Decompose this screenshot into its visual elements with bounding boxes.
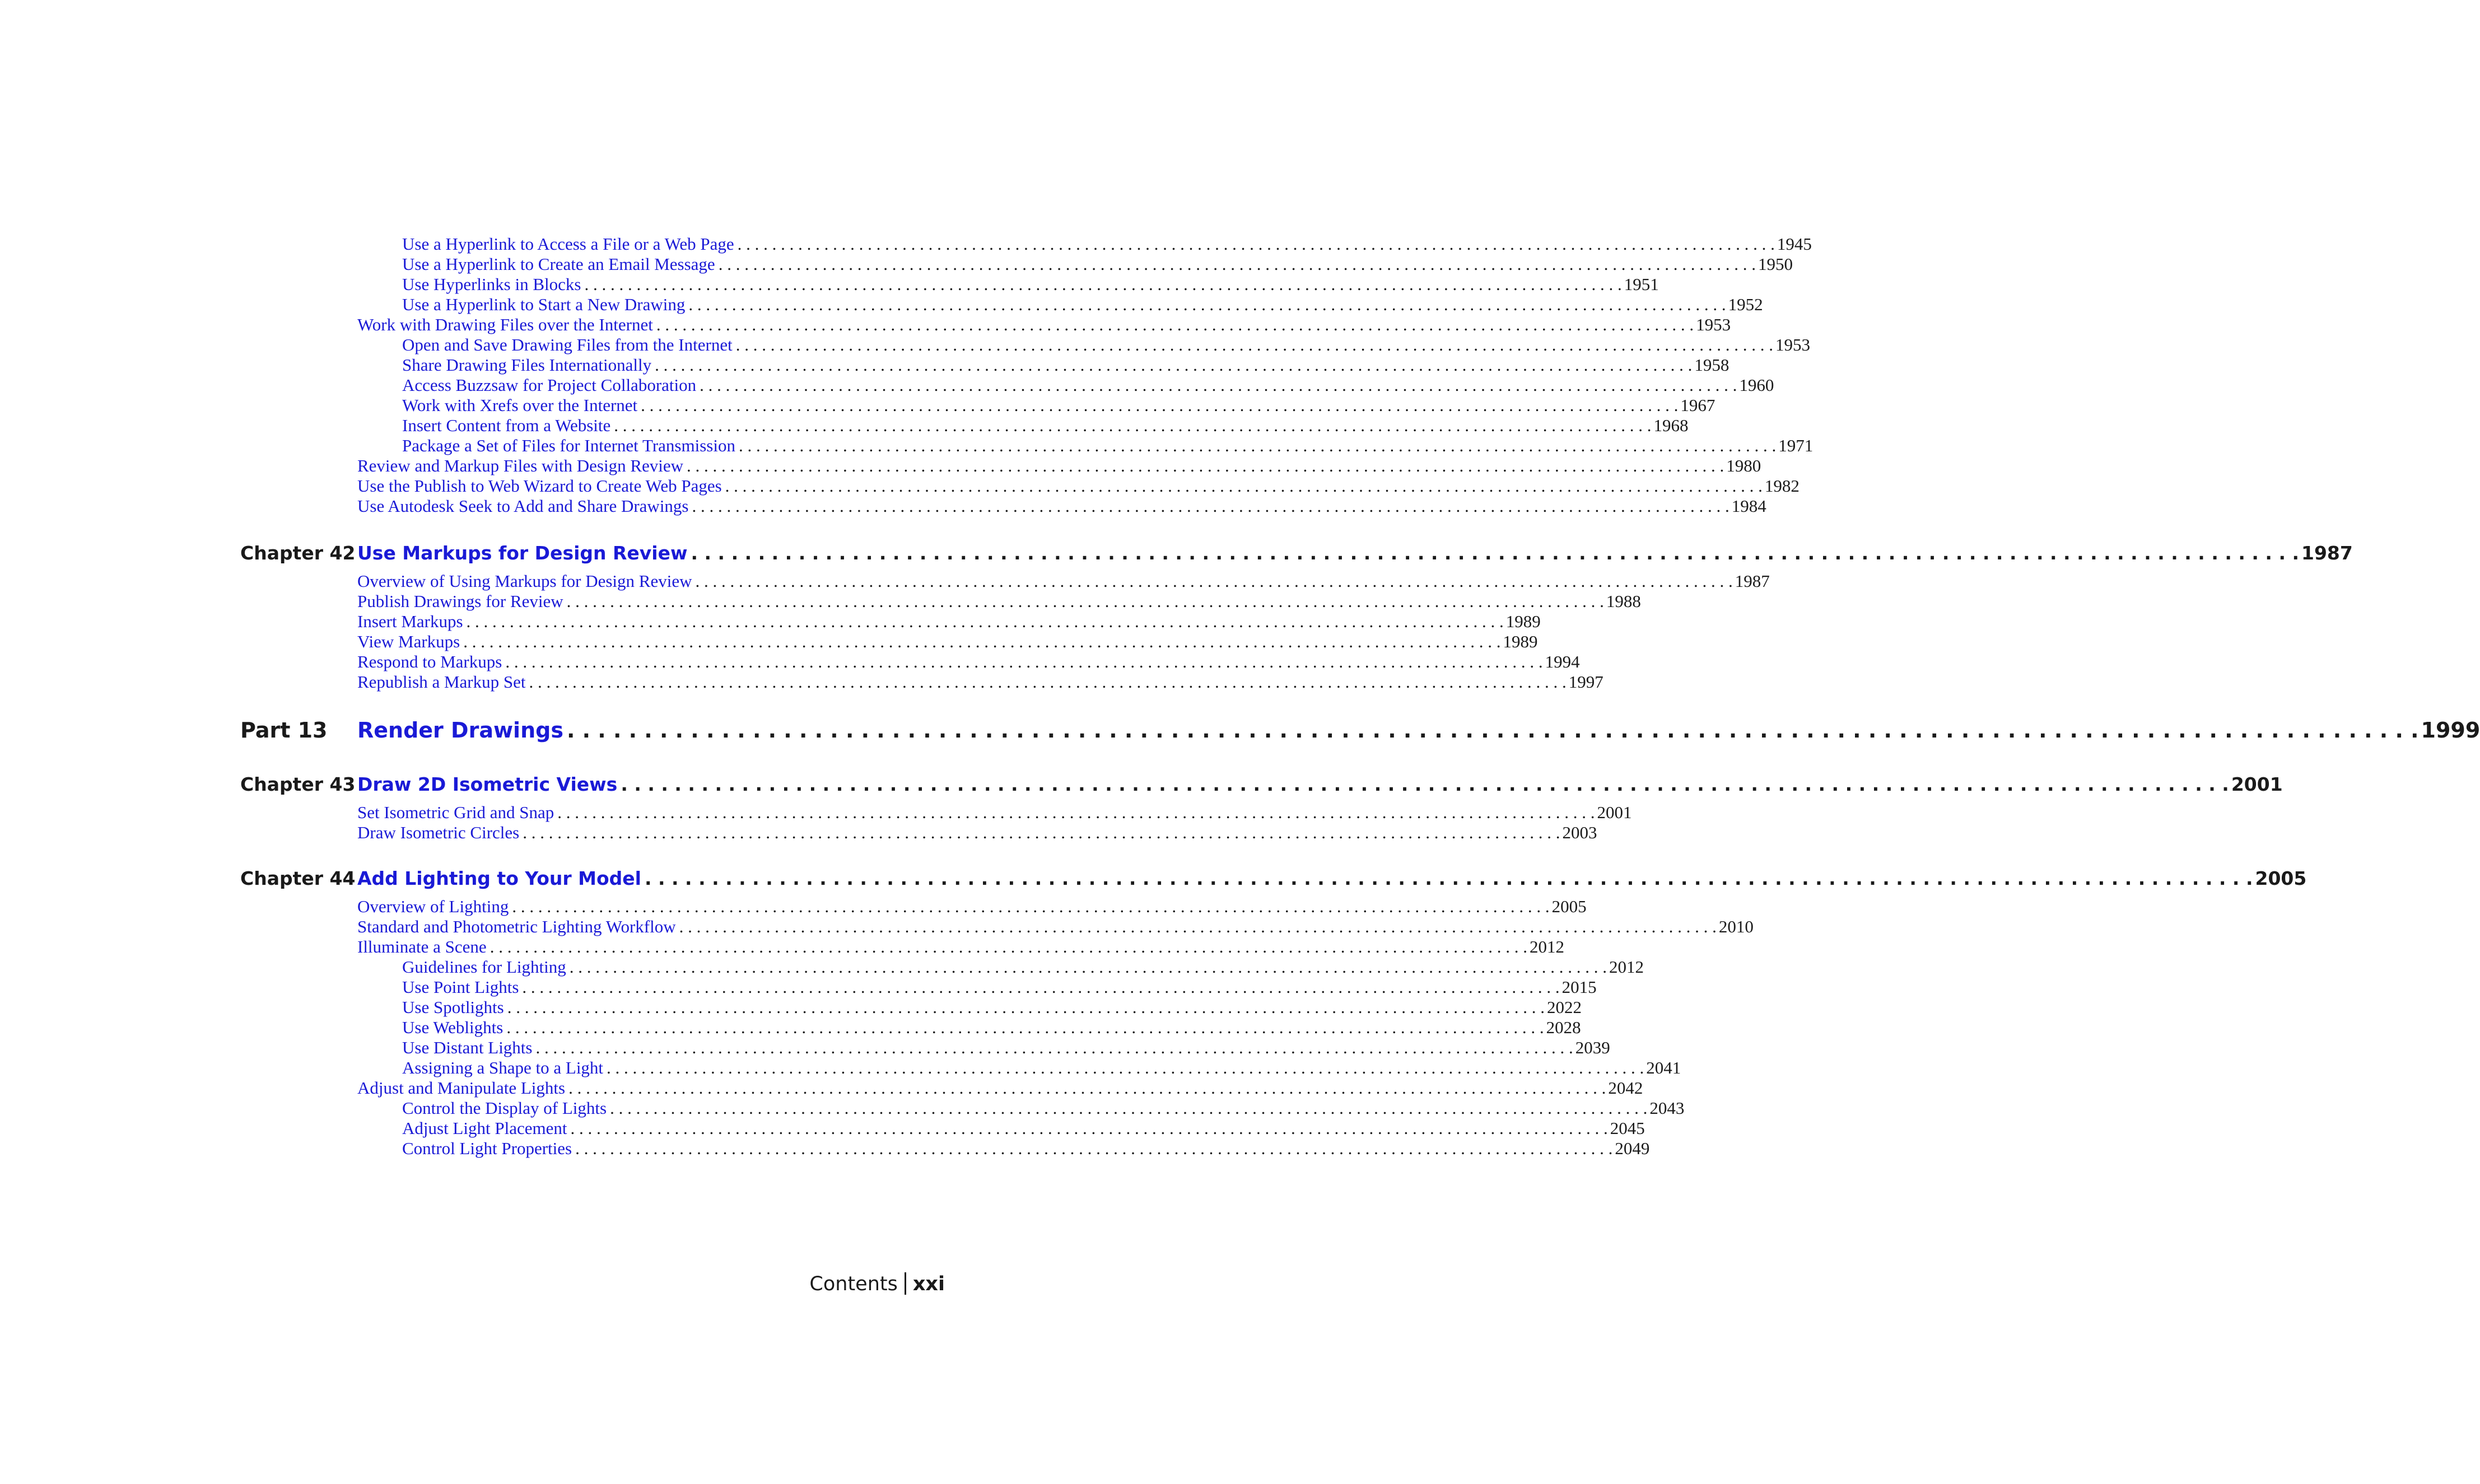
dot-leader: . . . . . . . . . . . . . . . . . . . . . . . . . . . . . . . . . . . . . . . . . . . . . . . . . . . . . . . . . . . . . . . . . . . . . . . . . . . . . . . . . . . . . . . . . . . . . . . . . . . . . . . . . . . . . . . . . . . . . . . .: [570, 1118, 1608, 1138]
toc-entry-page: 1989: [1503, 632, 1538, 651]
toc-entry-page: 2045: [1610, 1118, 1645, 1138]
toc-entry[interactable]: [357, 672, 1603, 692]
toc-entry-title[interactable]: Insert Markups: [357, 612, 463, 631]
dot-leader: . . . . . . . . . . . . . . . . . . . . . . . . . . . . . . . . . . . . . . . . . . . . . . . . . . . . . . . . . . . . . . . . . . . . . . . . . . . . . . . . . . . . . . . . . . . . . . . . . . . . . . . . . . . . . . . . . . . . . . . .: [607, 1058, 1644, 1077]
toc-entry-title[interactable]: Use Spotlights: [402, 997, 504, 1017]
toc-entry-page: 1980: [1726, 456, 1761, 475]
toc-entry-title[interactable]: Use Distant Lights: [402, 1038, 533, 1057]
toc-entry-title[interactable]: Use Weblights: [402, 1018, 504, 1037]
toc-entry[interactable]: [357, 632, 1538, 652]
toc-entry[interactable]: [402, 335, 1810, 355]
toc-entry-page: 2028: [1546, 1018, 1581, 1037]
chapter-title[interactable]: Draw 2D Isometric Views: [357, 773, 618, 795]
chapter-page: 2005: [2255, 867, 2307, 889]
dot-leader: . . . . . . . . . . . . . . . . . . . . . . . . . . . . . . . . . . . . . . . . . . . . . . . . . . . . . . . . . . . . . . . . . . . . . . . . . . . . . . . . . . . . . . . . . . . . . . . . . . . . . . . . . . . . . . . . . . . . . . . .: [523, 823, 1560, 842]
dot-leader: . . . . . . . . . . . . . . . . . . . . . . . . . . . . . . . . . . . . . . . . . . . . . . . . . . . . . . . . . . . . . . . . . . . . . . . . . . . . . . . . . . . . . . . . . . . . . . . . . . . . . . . . . . . . . . . . . . . . . . . .: [718, 254, 1756, 274]
toc-entry-title[interactable]: Use the Publish to Web Wizard to Create Web Pages: [357, 476, 722, 496]
dot-leader: . . . . . . . . . . . . . . . . . . . . . . . . . . . . . . . . . . . . . . . . . . . . . . . . . . . . . . . . . . . . . . . . . . . . . . . . . . . . . . . . . . . . . . . . . . . . . . . . . . . . . . . . . . . . . . . . . . . . . . . .: [687, 456, 1724, 475]
toc-entry[interactable]: [357, 476, 1800, 496]
dot-leader: . . . . . . . . . . . . . . . . . . . . . . . . . . . . . . . . . . . . . . . . . . . . . . . . . . . . . . . . . . . . . . . . . . . . . . . . . . . . . . . . . . . . . . . . . . . . . . . . . . . . . . . . . . . . . . . . . . . . . . . .: [725, 476, 1763, 496]
toc-entry-page: 1987: [1735, 571, 1770, 591]
toc-entry[interactable]: [357, 1078, 1643, 1098]
dot-leader: . . . . . . . . . . . . . . . . . . . . . . . . . . . . . . . . . . . . . . . . . . . . . . . . . . . . . . . . . . . . . . . . . . . . . . . . . . . . . . . . . . . . . . . . . . . . . . . . . . . . . . . . . . . . . . . . . . . . . . . .: [738, 436, 1777, 455]
footer-separator: [905, 1272, 906, 1295]
toc-entry-title[interactable]: View Markups: [357, 632, 460, 651]
toc-entry-title[interactable]: Set Isometric Grid and Snap: [357, 802, 554, 822]
toc-entry[interactable]: [357, 917, 1754, 937]
chapter-heading[interactable]: [357, 867, 2307, 889]
footer-page-number: xxi: [912, 1273, 945, 1295]
dot-leader: . . . . . . . . . . . . . . . . . . . . . . . . . . . . . . . . . . . . . . . . . . . . . . . . . . . . . . . . . . . . . . . . . . . . . . . . . . . . . . . . . . . . . . . . . . . . . . . . . . . . . . . . . . . . . . . . . . . . . . . .: [692, 496, 1730, 516]
toc-entry[interactable]: [357, 802, 1632, 823]
chapter-page: 1987: [2301, 542, 2353, 564]
toc-entry-title[interactable]: Guidelines for Lighting: [402, 957, 566, 977]
dot-leader: . . . . . . . . . . . . . . . . . . . . . . . . . . . . . . . . . . . . . . . . . . . . . . . . . . . . . . . . . . . . . . . . . . . . . . . . . . . . . . . . . . . . . . . . . . . . . . . . . . . . . . . . . . . . . . . . . . . . . . . .: [679, 917, 1717, 936]
dot-leader: . . . . . . . . . . . . . . . . . . . . . . . . . . . . . . . . . . . . . . . . . . . . . . . . . . . . . . . . . . . . . . . . . . . . . . . . . . . . . . . . . . . . . . . . . . . . . . . . . . . . . . . . . . . . . . . . . . . . . . . .: [569, 957, 1607, 977]
dot-leader: . . . . . . . . . . . . . . . . . . . . . . . . . . . . . . . . . . . . . . . . . . . . . . . . . . . . . . . . . . . . . . . . . . . . . . . . . . . . . . . . . . . . . . . . . . . . . . . . . . . . . . . . . . . . . . . . . . . . . . . .: [557, 802, 1595, 822]
toc-entry-page: 1960: [1739, 375, 1774, 395]
toc-entry[interactable]: [402, 1118, 1645, 1138]
toc-entry[interactable]: [402, 234, 1812, 254]
toc-entry-page: 1997: [1568, 672, 1603, 692]
dot-leader: . . . . . . . . . . . . . . . . . . . . . . . . . . . . . . . . . . . . . . . . . . . . . . . . . . . . . . . . . . . . . . . . . . . . . . . . . . . . . . . . . . . . . . . . . . . . . . . . . . . . . . . . . . . . . . . . . . . . . . . .: [507, 997, 1545, 1017]
toc-entry-page: 1989: [1505, 612, 1541, 631]
toc-entry[interactable]: [402, 416, 1689, 436]
toc-entry-page: 2039: [1575, 1038, 1610, 1057]
chapter-label: Chapter 44: [240, 867, 356, 889]
toc-entry[interactable]: [402, 1038, 1610, 1058]
toc-entry-title[interactable]: Review and Markup Files with Design Review: [357, 456, 684, 475]
toc-entry-title[interactable]: Control the Display of Lights: [402, 1098, 607, 1118]
dot-leader: . . . . . . . . . . . . . . . . . . . . . . . . . . . . . . . . . . . . . . . . . . . . . . . . . . . . . . . . . . . . . . . . . . . . . . . . . . . . . . . . . . . . . . . . . . . . . . . . . . . . . . . . . . . . . . . . . . . . . . . .: [490, 937, 1527, 956]
toc-entry[interactable]: [357, 823, 1597, 843]
toc-entry-page: 1953: [1775, 335, 1810, 354]
toc-entry-page: 2003: [1562, 823, 1597, 842]
toc-entry[interactable]: [402, 1058, 1681, 1078]
toc-entry-title[interactable]: Illuminate a Scene: [357, 937, 487, 956]
dot-leader: . . . . . . . . . . . . . . . . . . . . . . . . . . . . . . . . . . . . . . . . . . . . . . . . . . . . . . . . . . . . . . . . . . . . . . . . . . . . . . . . . . . . . . . . . . . . . . . . . . . . . . . . . . . . . . . . . . . . . . . .: [641, 395, 1679, 415]
dot-leader: . . . . . . . . . . . . . . . . . . . . . . . . . . . . . . . . . . . . . . . . . . . . . . . . . . . . . . . . . . . . . . . . . . . . . . . . . . . . . . . . . . . . . . . . . . . . . . . . . . . . . . . . . . . . . . . . . . . . . . . .: [566, 591, 1604, 611]
dot-leader: . . . . . . . . . . . . . . . . . . . . . . . . . . . . . . . . . . . . . . . . . . . . . . . . . . . . . . . . . . . . . . . . . . . . . . . . . . . . . . . . . . . . . . . . . . . . . . . . . . . . . . . . . . . . . . . . . . . . . . . .: [505, 652, 1543, 671]
toc-entry[interactable]: [357, 612, 1541, 632]
toc-entry-page: 2043: [1649, 1098, 1685, 1118]
dot-leader: . . . . . . . . . . . . . . . . . . . . . . . . . . . . . . . . . . . . . . . . . . . . . . . . . . . . . . . . . . . . . . . . . . . . . . . . . . . . . . . . . . . . . . . . . . . . . . . . . . . . . . . . . . . . . . . . . . . . . . . .: [566, 718, 2419, 743]
chapter-title[interactable]: Add Lighting to Your Model: [357, 867, 641, 889]
toc-entry[interactable]: [357, 571, 1770, 591]
dot-leader: . . . . . . . . . . . . . . . . . . . . . . . . . . . . . . . . . . . . . . . . . . . . . . . . . . . . . . . . . . . . . . . . . . . . . . . . . . . . . . . . . . . . . . . . . . . . . . . . . . . . . . . . . . . . . . . . . . . . . . . .: [735, 335, 1773, 354]
toc-entry-title[interactable]: Publish Drawings for Review: [357, 591, 563, 611]
toc-entry-title[interactable]: Work with Xrefs over the Internet: [402, 395, 638, 415]
toc-entry-title[interactable]: Use Point Lights: [402, 977, 519, 997]
toc-entry-page: 1952: [1728, 295, 1763, 314]
toc-entry[interactable]: [402, 1138, 1650, 1159]
dot-leader: . . . . . . . . . . . . . . . . . . . . . . . . . . . . . . . . . . . . . . . . . . . . . . . . . . . . . . . . . . . . . . . . . . . . . . . . . . . . . . . . . . . . . . . . . . . . . . . . . . . . . . . . . . . . . . . . . . . . . . . .: [621, 773, 2229, 795]
toc-entry-page: 2012: [1609, 957, 1644, 977]
toc-entry[interactable]: [402, 997, 1582, 1018]
toc-entry-page: 2042: [1608, 1078, 1643, 1098]
toc-entry-title[interactable]: Overview of Lighting: [357, 897, 509, 916]
toc-entry[interactable]: [402, 395, 1716, 416]
toc-entry[interactable]: [402, 977, 1597, 997]
toc-entry[interactable]: [357, 652, 1580, 672]
toc-entry[interactable]: [402, 295, 1763, 315]
toc-entry[interactable]: [357, 496, 1766, 516]
dot-leader: . . . . . . . . . . . . . . . . . . . . . . . . . . . . . . . . . . . . . . . . . . . . . . . . . . . . . . . . . . . . . . . . . . . . . . . . . . . . . . . . . . . . . . . . . . . . . . . . . . . . . . . . . . . . . . . . . . . . . . . .: [656, 315, 1694, 334]
toc-entry-title[interactable]: Assigning a Shape to a Light: [402, 1058, 604, 1077]
chapter-heading[interactable]: [357, 542, 2353, 564]
toc-entry-page: 2005: [1551, 897, 1587, 916]
toc-entry-title[interactable]: Open and Save Drawing Files from the Internet: [402, 335, 733, 354]
toc-entry-title[interactable]: Adjust Light Placement: [402, 1118, 567, 1138]
page-footer: [809, 1272, 945, 1295]
toc-entry-page: 1945: [1777, 234, 1812, 254]
toc-entry[interactable]: [357, 937, 1564, 957]
toc-entry-page: 2010: [1718, 917, 1754, 936]
toc-entry-title[interactable]: Share Drawing Files Internationally: [402, 355, 652, 375]
dot-leader: . . . . . . . . . . . . . . . . . . . . . . . . . . . . . . . . . . . . . . . . . . . . . . . . . . . . . . . . . . . . . . . . . . . . . . . . . . . . . . . . . . . . . . . . . . . . . . . . . . . . . . . . . . . . . . . . . . . . . . . .: [512, 897, 1550, 916]
dot-leader: . . . . . . . . . . . . . . . . . . . . . . . . . . . . . . . . . . . . . . . . . . . . . . . . . . . . . . . . . . . . . . . . . . . . . . . . . . . . . . . . . . . . . . . . . . . . . . . . . . . . . . . . . . . . . . . . . . . . . . . .: [695, 571, 1733, 591]
toc-entry-title[interactable]: Use Hyperlinks in Blocks: [402, 274, 581, 294]
dot-leader: . . . . . . . . . . . . . . . . . . . . . . . . . . . . . . . . . . . . . . . . . . . . . . . . . . . . . . . . . . . . . . . . . . . . . . . . . . . . . . . . . . . . . . . . . . . . . . . . . . . . . . . . . . . . . . . . . . . . . . . .: [568, 1078, 1606, 1098]
toc-entry-page: 2015: [1561, 977, 1597, 997]
toc-entry[interactable]: [402, 1098, 1685, 1118]
toc-entry-page: 2022: [1546, 997, 1582, 1017]
toc-entry[interactable]: [402, 375, 1774, 395]
toc-entry-title[interactable]: Access Buzzsaw for Project Collaboration: [402, 375, 697, 395]
toc-entry-title[interactable]: Package a Set of Files for Internet Transmission: [402, 436, 735, 455]
toc-entry-title[interactable]: Overview of Using Markups for Design Review: [357, 571, 692, 591]
dot-leader: . . . . . . . . . . . . . . . . . . . . . . . . . . . . . . . . . . . . . . . . . . . . . . . . . . . . . . . . . . . . . . . . . . . . . . . . . . . . . . . . . . . . . . . . . . . . . . . . . . . . . . . . . . . . . . . . . . . . . . . .: [535, 1038, 1573, 1057]
toc-entry[interactable]: [357, 897, 1587, 917]
footer-section: Contents: [809, 1273, 898, 1295]
dot-leader: . . . . . . . . . . . . . . . . . . . . . . . . . . . . . . . . . . . . . . . . . . . . . . . . . . . . . . . . . . . . . . . . . . . . . . . . . . . . . . . . . . . . . . . . . . . . . . . . . . . . . . . . . . . . . . . . . . . . . . . .: [466, 612, 1504, 631]
toc-entry-page: 1984: [1731, 496, 1766, 516]
toc-entry-page: 1988: [1606, 591, 1641, 611]
chapter-label: Chapter 43: [240, 773, 356, 795]
toc-entry-title[interactable]: Republish a Markup Set: [357, 672, 526, 692]
toc-entry-title[interactable]: Standard and Photometric Lighting Workflow: [357, 917, 676, 936]
toc-entry-page: 1950: [1758, 254, 1793, 274]
toc-entry[interactable]: [357, 591, 1641, 612]
dot-leader: . . . . . . . . . . . . . . . . . . . . . . . . . . . . . . . . . . . . . . . . . . . . . . . . . . . . . . . . . . . . . . . . . . . . . . . . . . . . . . . . . . . . . . . . . . . . . . . . . . . . . . . . . . . . . . . . . . . . . . . .: [737, 234, 1775, 254]
toc-entry-title[interactable]: Adjust and Manipulate Lights: [357, 1078, 566, 1098]
toc-entry-title[interactable]: Work with Drawing Files over the Internet: [357, 315, 653, 334]
toc-entry[interactable]: [402, 436, 1814, 456]
toc-entry[interactable]: [357, 315, 1731, 335]
toc-entry-page: 2001: [1597, 802, 1632, 822]
toc-entry-title[interactable]: Use a Hyperlink to Access a File or a Web Page: [402, 234, 734, 254]
chapter-heading[interactable]: [357, 773, 2283, 795]
toc-entry[interactable]: [402, 254, 1793, 274]
dot-leader: . . . . . . . . . . . . . . . . . . . . . . . . . . . . . . . . . . . . . . . . . . . . . . . . . . . . . . . . . . . . . . . . . . . . . . . . . . . . . . . . . . . . . . . . . . . . . . . . . . . . . . . . . . . . . . . . . . . . . . . .: [522, 977, 1560, 997]
dot-leader: . . . . . . . . . . . . . . . . . . . . . . . . . . . . . . . . . . . . . . . . . . . . . . . . . . . . . . . . . . . . . . . . . . . . . . . . . . . . . . . . . . . . . . . . . . . . . . . . . . . . . . . . . . . . . . . . . . . . . . . .: [463, 632, 1501, 651]
toc-entry[interactable]: [402, 1018, 1581, 1038]
dot-leader: . . . . . . . . . . . . . . . . . . . . . . . . . . . . . . . . . . . . . . . . . . . . . . . . . . . . . . . . . . . . . . . . . . . . . . . . . . . . . . . . . . . . . . . . . . . . . . . . . . . . . . . . . . . . . . . . . . . . . . . .: [610, 1098, 1648, 1118]
toc-entry-page: 1953: [1696, 315, 1731, 334]
toc-entry[interactable]: [402, 957, 1644, 977]
chapter-label: Chapter 42: [240, 542, 356, 564]
part-title[interactable]: Render Drawings: [357, 718, 563, 743]
part-label: Part 13: [240, 718, 328, 743]
chapter-page: 2001: [2231, 773, 2283, 795]
chapter-title[interactable]: Use Markups for Design Review: [357, 542, 688, 564]
toc-entry[interactable]: [357, 456, 1761, 476]
toc-entry[interactable]: [402, 274, 1659, 295]
dot-leader: . . . . . . . . . . . . . . . . . . . . . . . . . . . . . . . . . . . . . . . . . . . . . . . . . . . . . . . . . . . . . . . . . . . . . . . . . . . . . . . . . . . . . . . . . . . . . . . . . . . . . . . . . . . . . . . . . . . . . . . .: [614, 416, 1652, 435]
toc-entry-page: 2049: [1615, 1138, 1650, 1158]
dot-leader: . . . . . . . . . . . . . . . . . . . . . . . . . . . . . . . . . . . . . . . . . . . . . . . . . . . . . . . . . . . . . . . . . . . . . . . . . . . . . . . . . . . . . . . . . . . . . . . . . . . . . . . . . . . . . . . . . . . . . . . .: [688, 295, 1726, 314]
dot-leader: . . . . . . . . . . . . . . . . . . . . . . . . . . . . . . . . . . . . . . . . . . . . . . . . . . . . . . . . . . . . . . . . . . . . . . . . . . . . . . . . . . . . . . . . . . . . . . . . . . . . . . . . . . . . . . . . . . . . . . . .: [584, 274, 1622, 294]
toc-entry-title[interactable]: Use Autodesk Seek to Add and Share Drawings: [357, 496, 689, 516]
toc-entry-page: 2012: [1529, 937, 1564, 956]
dot-leader: . . . . . . . . . . . . . . . . . . . . . . . . . . . . . . . . . . . . . . . . . . . . . . . . . . . . . . . . . . . . . . . . . . . . . . . . . . . . . . . . . . . . . . . . . . . . . . . . . . . . . . . . . . . . . . . . . . . . . . . .: [691, 542, 2299, 564]
toc-entry-title[interactable]: Use a Hyperlink to Start a New Drawing: [402, 295, 686, 314]
dot-leader: . . . . . . . . . . . . . . . . . . . . . . . . . . . . . . . . . . . . . . . . . . . . . . . . . . . . . . . . . . . . . . . . . . . . . . . . . . . . . . . . . . . . . . . . . . . . . . . . . . . . . . . . . . . . . . . . . . . . . . . .: [575, 1138, 1613, 1158]
toc-entry-title[interactable]: Control Light Properties: [402, 1138, 572, 1158]
toc-entry-page: 1971: [1778, 436, 1814, 455]
toc-entry-page: 1968: [1653, 416, 1689, 435]
toc-entry-title[interactable]: Respond to Markups: [357, 652, 502, 671]
toc-entry-page: 1994: [1545, 652, 1580, 671]
toc-entry-title[interactable]: Draw Isometric Circles: [357, 823, 520, 842]
dot-leader: . . . . . . . . . . . . . . . . . . . . . . . . . . . . . . . . . . . . . . . . . . . . . . . . . . . . . . . . . . . . . . . . . . . . . . . . . . . . . . . . . . . . . . . . . . . . . . . . . . . . . . . . . . . . . . . . . . . . . . . .: [529, 672, 1567, 692]
toc-entry-title[interactable]: Use a Hyperlink to Create an Email Message: [402, 254, 715, 274]
dot-leader: . . . . . . . . . . . . . . . . . . . . . . . . . . . . . . . . . . . . . . . . . . . . . . . . . . . . . . . . . . . . . . . . . . . . . . . . . . . . . . . . . . . . . . . . . . . . . . . . . . . . . . . . . . . . . . . . . . . . . . . .: [506, 1018, 1544, 1037]
toc-entry-page: 1967: [1680, 395, 1716, 415]
dot-leader: . . . . . . . . . . . . . . . . . . . . . . . . . . . . . . . . . . . . . . . . . . . . . . . . . . . . . . . . . . . . . . . . . . . . . . . . . . . . . . . . . . . . . . . . . . . . . . . . . . . . . . . . . . . . . . . . . . . . . . . .: [644, 867, 2253, 889]
toc-entry[interactable]: [402, 355, 1730, 375]
dot-leader: . . . . . . . . . . . . . . . . . . . . . . . . . . . . . . . . . . . . . . . . . . . . . . . . . . . . . . . . . . . . . . . . . . . . . . . . . . . . . . . . . . . . . . . . . . . . . . . . . . . . . . . . . . . . . . . . . . . . . . . .: [700, 375, 1737, 395]
toc-entry-page: 1958: [1694, 355, 1730, 375]
toc-entry-title[interactable]: Insert Content from a Website: [402, 416, 611, 435]
toc-entry-page: 2041: [1646, 1058, 1681, 1077]
part-page: 1999: [2421, 718, 2480, 743]
toc-entry-page: 1951: [1624, 274, 1659, 294]
part-heading[interactable]: [357, 718, 2480, 743]
dot-leader: . . . . . . . . . . . . . . . . . . . . . . . . . . . . . . . . . . . . . . . . . . . . . . . . . . . . . . . . . . . . . . . . . . . . . . . . . . . . . . . . . . . . . . . . . . . . . . . . . . . . . . . . . . . . . . . . . . . . . . . .: [655, 355, 1693, 375]
toc-entry-page: 1982: [1764, 476, 1800, 496]
